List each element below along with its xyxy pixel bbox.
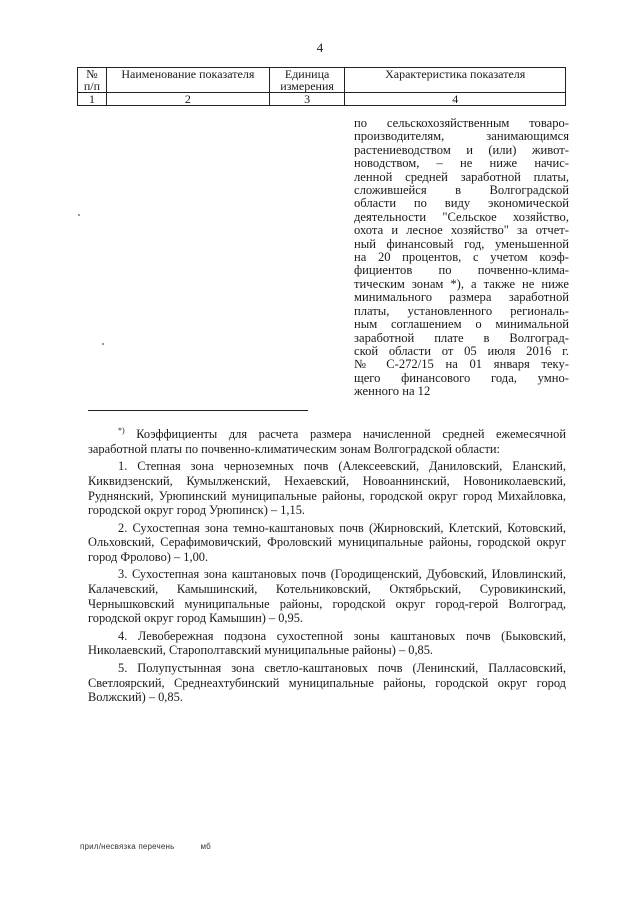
footnotes (88, 424, 566, 708)
file-tag: мб (200, 842, 211, 851)
file-reference-note (80, 842, 211, 851)
text-line: на 20 процентов, с учетом коэф- (354, 250, 569, 265)
text-line: минимального размера заработной (354, 290, 569, 305)
text-line: области по виду экономической (354, 196, 569, 211)
table-column-number-row (78, 93, 566, 106)
text-line: производителям, занимающимся (354, 129, 569, 144)
file-path: прил/несвязка перечень (80, 842, 175, 851)
text-line: новодством, – не ниже начис- (354, 156, 569, 171)
footnote-marker: *) (118, 426, 125, 435)
header-indicator-name: Наименование показателя (106, 68, 269, 93)
column-number: 4 (345, 93, 566, 106)
scan-speck (78, 214, 80, 216)
text-line: по сельскохозяйственным товаро- (354, 116, 569, 130)
text-line: ской области от 05 июля 2016 г. (354, 343, 569, 358)
table-header-row (78, 68, 566, 93)
footnote-separator (88, 410, 308, 411)
text-line: растениеводством и (или) живот- (354, 142, 569, 157)
text-line: щего финансового года, умно- (354, 370, 569, 385)
footnote-intro-text: Коэффициенты для расчета размера начисленной средней ежемесячной заработной платы по почвенно-климатическим зонам Волгоградской области: (88, 427, 566, 456)
header-characteristic: Характеристика показателя (345, 68, 566, 93)
footnote-item: 4. Левобережная подзона сухостепной зоны каштановых почв (Быковский, Николаевский, Старополтавский муниципальные районы) – 0,85. (88, 628, 566, 658)
footnote-item: 3. Сухостепная зона каштановых почв (Городищенский, Дубовский, Иловлинский, Калачевский, Камышинский, Котельниковский, Октябрьский, Суровикинский, Чернышковский муниципальные районы, городской округ город-герой Волгоград, городской округ город Камышин) – 0,95. (88, 567, 566, 626)
footnote-item: 5. Полупустынная зона светло-каштановых почв (Ленинский, Палласовский, Светлоярский, Среднеахтубинский муниципальные районы, городской округ город Волжский) – 0,85. (88, 661, 566, 705)
text-line: платы, установленного региональ- (354, 303, 569, 318)
indicator-table (77, 67, 566, 106)
header-number: № п/п (78, 68, 107, 93)
text-line: деятельности "Сельское хозяйство, (354, 209, 569, 224)
text-line: женного на 12 (354, 384, 431, 399)
text-line: фициентов по почвенно-клима- (354, 263, 569, 278)
header-unit: Единица измерения (269, 68, 345, 93)
text-line: сложившейся в Волгоградской (354, 183, 569, 198)
scan-speck (102, 343, 104, 345)
text-line: заработной плате в Волгоград- (354, 330, 569, 345)
column-number: 3 (269, 93, 345, 106)
text-line: ленной средней заработной платы, (354, 169, 569, 184)
text-line: охота и лесное хозяйство" за отчет- (354, 223, 569, 238)
footnote-item: 2. Сухостепная зона темно-каштановых почв (Жирновский, Клетский, Котовский, Ольховский, Серафимовичский, Фроловский муниципальные районы, городской округ город Фролово) – 1,00. (88, 520, 566, 564)
characteristic-text (354, 117, 569, 399)
text-line: тическим зонам *), а также не ниже (354, 276, 569, 291)
footnote-item: 1. Степная зона черноземных почв (Алексеевский, Даниловский, Еланский, Киквидзенский, Кумылженский, Нехаевский, Новоаннинский, Новониколаевский, Руднянский, Урюпинский муниципальные районы, городской округ город Михайловка, городской округ город Урюпинск) – 1,15. (88, 459, 566, 518)
text-line: № С-272/15 на 01 января теку- (354, 357, 569, 372)
footnote-intro (88, 424, 566, 456)
text-line: ный финансовый год, уменьшенной (354, 236, 569, 251)
page-number: 4 (316, 40, 324, 55)
text-line: ным соглашением о минимальной (354, 317, 569, 332)
column-number: 1 (78, 93, 107, 106)
column-number: 2 (106, 93, 269, 106)
